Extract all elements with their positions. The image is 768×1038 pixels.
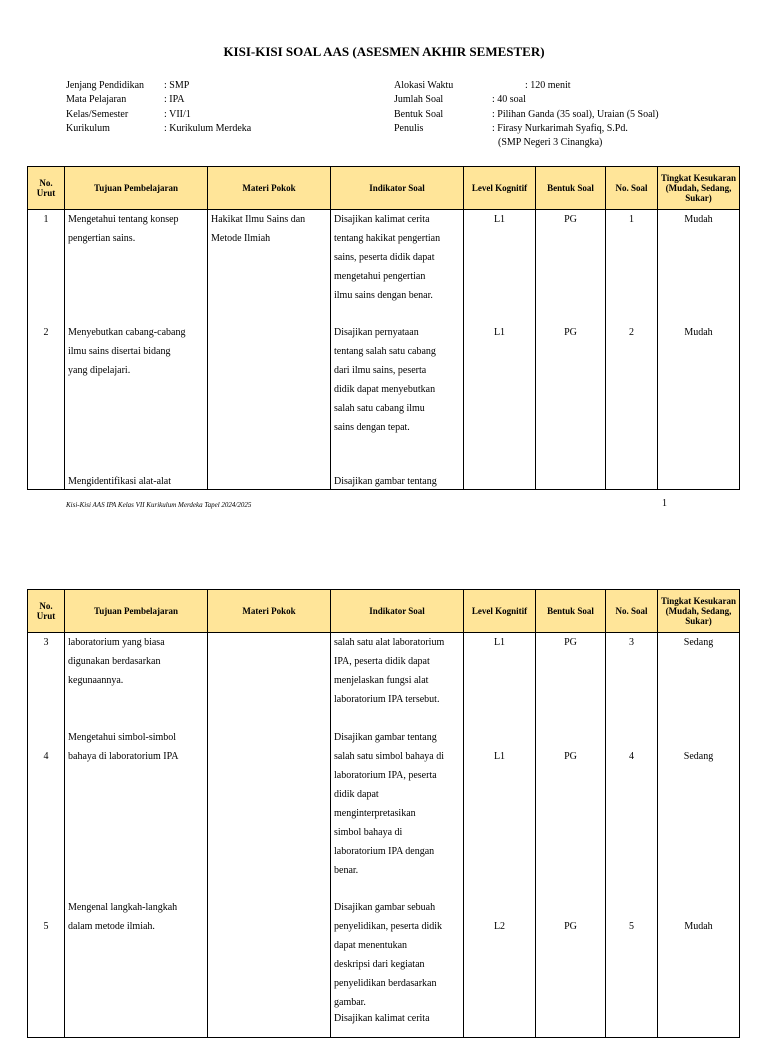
cell-line: 4 <box>43 750 49 762</box>
cell-line: Mengidentifikasi alat-alat <box>68 475 172 487</box>
kisi-table-page-1 <box>27 166 740 490</box>
cell-indikator <box>331 728 464 898</box>
cell-no-soal <box>606 898 658 1038</box>
cell-no <box>28 728 65 898</box>
cell-tingkat: Sedang <box>658 633 740 728</box>
cell-line: IPA, peserta didik dapat <box>334 656 430 667</box>
meta-value: : Pilihan Ganda (35 soal), Uraian (5 Soal) <box>492 109 659 120</box>
cell-line: sains dengan tepat. <box>334 421 410 433</box>
cell-tujuan <box>65 210 208 323</box>
meta-label: Jenjang Pendidikan <box>66 80 145 91</box>
kisi-table-page-2 <box>27 589 740 1038</box>
cell-tujuan <box>65 728 208 898</box>
cell-tingkat: Mudah <box>658 323 740 474</box>
page-number: 1 <box>662 498 667 509</box>
cell-line: tentang salah satu cabang <box>334 345 436 357</box>
meta-label: Kelas/Semester <box>66 109 129 120</box>
header-level: Level Kognitif <box>464 590 536 633</box>
meta-value: : IPA <box>164 94 185 105</box>
cell-line: sains, peserta didik dapat <box>334 252 435 263</box>
header-bentuk: Bentuk Soal <box>536 590 606 633</box>
cell-line: Disajikan gambar tentang <box>334 475 437 487</box>
cell-indikator <box>331 633 464 728</box>
cell-materi <box>208 323 331 474</box>
cell-line: menjelaskan fungsi alat <box>334 675 429 686</box>
cell-level <box>464 728 536 898</box>
cell-tingkat <box>658 474 740 490</box>
header-tujuan: Tujuan Pembelajaran <box>65 590 208 633</box>
cell-line: Sedang <box>683 750 714 762</box>
cell-line: tentang hakikat pengertian <box>334 233 441 244</box>
cell-line: mengetahui pengertian <box>334 271 426 282</box>
cell-materi <box>208 898 331 1038</box>
cell-line: 5 <box>43 920 49 932</box>
meta-value: : Firasy Nurkarimah Syafiq, S.Pd. <box>492 123 628 134</box>
cell-line: Mengenal langkah-langkah <box>68 901 178 913</box>
cell-no <box>28 474 65 490</box>
cell-line: laboratorium yang biasa <box>68 637 165 648</box>
cell-tingkat <box>658 898 740 1038</box>
page-footer: Kisi-Kisi AAS IPA Kelas VII Kurikulum Merdeka Tapel 2024/2025 <box>66 501 252 509</box>
meta-label: Kurikulum <box>66 123 110 134</box>
cell-level: L1 <box>464 210 536 323</box>
table-row <box>28 728 740 898</box>
cell-line: Mengetahui simbol-simbol <box>68 731 177 743</box>
cell-materi <box>208 210 331 323</box>
cell-no <box>28 898 65 1038</box>
cell-line: kegunaannya. <box>68 675 124 686</box>
header-no-urut: No. Urut <box>28 590 65 633</box>
cell-line: digunakan berdasarkan <box>68 656 161 667</box>
cell-line: deskripsi dari kegiatan <box>334 958 425 970</box>
cell-line: 4 <box>629 750 634 762</box>
table-row <box>28 323 740 474</box>
meta-value: : 120 menit <box>525 80 571 91</box>
cell-materi <box>208 728 331 898</box>
cell-line: menginterpretasikan <box>334 807 416 819</box>
cell-no-soal: 1 <box>606 210 658 323</box>
cell-line: Disajikan gambar sebuah <box>334 901 436 913</box>
cell-no-soal <box>606 728 658 898</box>
cell-bentuk: PG <box>536 633 606 728</box>
cell-line: PG <box>564 750 577 762</box>
document-title: KISI-KISI SOAL AAS (ASESMEN AKHIR SEMESTER) <box>223 44 545 59</box>
cell-line: didik dapat menyebutkan <box>334 383 436 395</box>
table-row <box>28 210 740 323</box>
cell-line: gambar. <box>334 996 366 1008</box>
cell-line: dalam metode ilmiah. <box>68 920 155 932</box>
cell-level <box>464 898 536 1038</box>
header-tingkat: Tingkat Kesukaran (Mudah, Sedang, Sukar) <box>658 590 740 633</box>
cell-no: 1 <box>28 210 65 323</box>
cell-line: salah satu alat laboratorium <box>334 637 445 648</box>
cell-line: Mengetahui tentang konsep <box>68 214 179 225</box>
header-tujuan: Tujuan Pembelajaran <box>65 167 208 210</box>
cell-indikator <box>331 474 464 490</box>
cell-level: L1 <box>464 323 536 474</box>
header-no-soal: No. Soal <box>606 590 658 633</box>
cell-line: didik dapat <box>334 788 379 800</box>
cell-tujuan <box>65 474 208 490</box>
cell-line: laboratorium IPA dengan <box>334 845 435 857</box>
cell-no-soal: 2 <box>606 323 658 474</box>
cell-tujuan <box>65 633 208 728</box>
header-no-soal: No. Soal <box>606 167 658 210</box>
cell-no-soal: 3 <box>606 633 658 728</box>
cell-tujuan <box>65 323 208 474</box>
cell-no: 3 <box>28 633 65 728</box>
meta-value: : SMP <box>164 80 190 91</box>
cell-line: 5 <box>629 920 634 932</box>
cell-line: salah satu cabang ilmu <box>334 402 425 414</box>
meta-label: Alokasi Waktu <box>394 80 454 91</box>
cell-line: penyelidikan, peserta didik <box>334 920 443 932</box>
cell-tingkat <box>658 728 740 898</box>
meta-label: Mata Pelajaran <box>66 94 127 105</box>
cell-line: Disajikan gambar tentang <box>334 731 437 743</box>
cell-line: benar. <box>334 864 359 876</box>
cell-materi <box>208 474 331 490</box>
cell-line: bahaya di laboratorium IPA <box>68 750 179 762</box>
cell-line: Hakikat Ilmu Sains dan <box>211 214 306 225</box>
cell-line: L2 <box>493 920 506 932</box>
header-materi: Materi Pokok <box>208 167 331 210</box>
header-indikator: Indikator Soal <box>331 167 464 210</box>
cell-indikator <box>331 323 464 474</box>
cell-line: Disajikan kalimat cerita <box>334 1012 430 1024</box>
cell-materi <box>208 633 331 728</box>
cell-line: Mudah <box>684 920 713 932</box>
cell-line: PG <box>564 920 577 932</box>
header-materi: Materi Pokok <box>208 590 331 633</box>
meta-value: : Kurikulum Merdeka <box>164 123 252 134</box>
meta-value: : VII/1 <box>164 109 191 120</box>
cell-level <box>464 474 536 490</box>
cell-no: 2 <box>28 323 65 474</box>
cell-line: penyelidikan berdasarkan <box>334 977 437 989</box>
cell-line: Menyebutkan cabang-cabang <box>68 326 186 338</box>
cell-line: ilmu sains disertai bidang <box>68 345 171 357</box>
cell-line: laboratorium IPA tersebut. <box>334 694 440 705</box>
meta-label: Jumlah Soal <box>394 94 444 105</box>
cell-indikator <box>331 898 464 1038</box>
table-row <box>28 474 740 490</box>
cell-line: yang dipelajari. <box>68 364 131 376</box>
cell-line: L1 <box>493 750 506 762</box>
meta-value: : 40 soal <box>492 94 526 105</box>
cell-bentuk: PG <box>536 210 606 323</box>
table-row <box>28 633 740 728</box>
meta-label: Penulis <box>394 123 424 134</box>
header-no-urut: No. Urut <box>28 167 65 210</box>
header-bentuk: Bentuk Soal <box>536 167 606 210</box>
cell-bentuk: PG <box>536 323 606 474</box>
cell-tujuan <box>65 898 208 1038</box>
cell-line: ilmu sains dengan benar. <box>334 290 433 301</box>
cell-line: simbol bahaya di <box>334 826 403 838</box>
cell-line: Metode Ilmiah <box>211 233 271 244</box>
cell-bentuk <box>536 474 606 490</box>
header-level: Level Kognitif <box>464 167 536 210</box>
header-tingkat: Tingkat Kesukaran (Mudah, Sedang, Sukar) <box>658 167 740 210</box>
cell-line: laboratorium IPA, peserta <box>334 769 437 781</box>
cell-line: dari ilmu sains, peserta <box>334 364 427 376</box>
cell-line: salah satu simbol bahaya di <box>334 750 444 762</box>
cell-level: L1 <box>464 633 536 728</box>
cell-bentuk <box>536 898 606 1038</box>
cell-line: pengertian sains. <box>68 233 136 244</box>
header-indikator: Indikator Soal <box>331 590 464 633</box>
meta-label: Bentuk Soal <box>394 109 444 120</box>
cell-line: dapat menentukan <box>334 939 408 951</box>
cell-indikator <box>331 210 464 323</box>
cell-tingkat: Mudah <box>658 210 740 323</box>
meta-value: (SMP Negeri 3 Cinangka) <box>498 137 603 148</box>
cell-line: Disajikan pernyataan <box>334 326 419 338</box>
cell-no-soal <box>606 474 658 490</box>
table-row <box>28 898 740 1038</box>
cell-line: Disajikan kalimat cerita <box>334 214 430 225</box>
cell-bentuk <box>536 728 606 898</box>
